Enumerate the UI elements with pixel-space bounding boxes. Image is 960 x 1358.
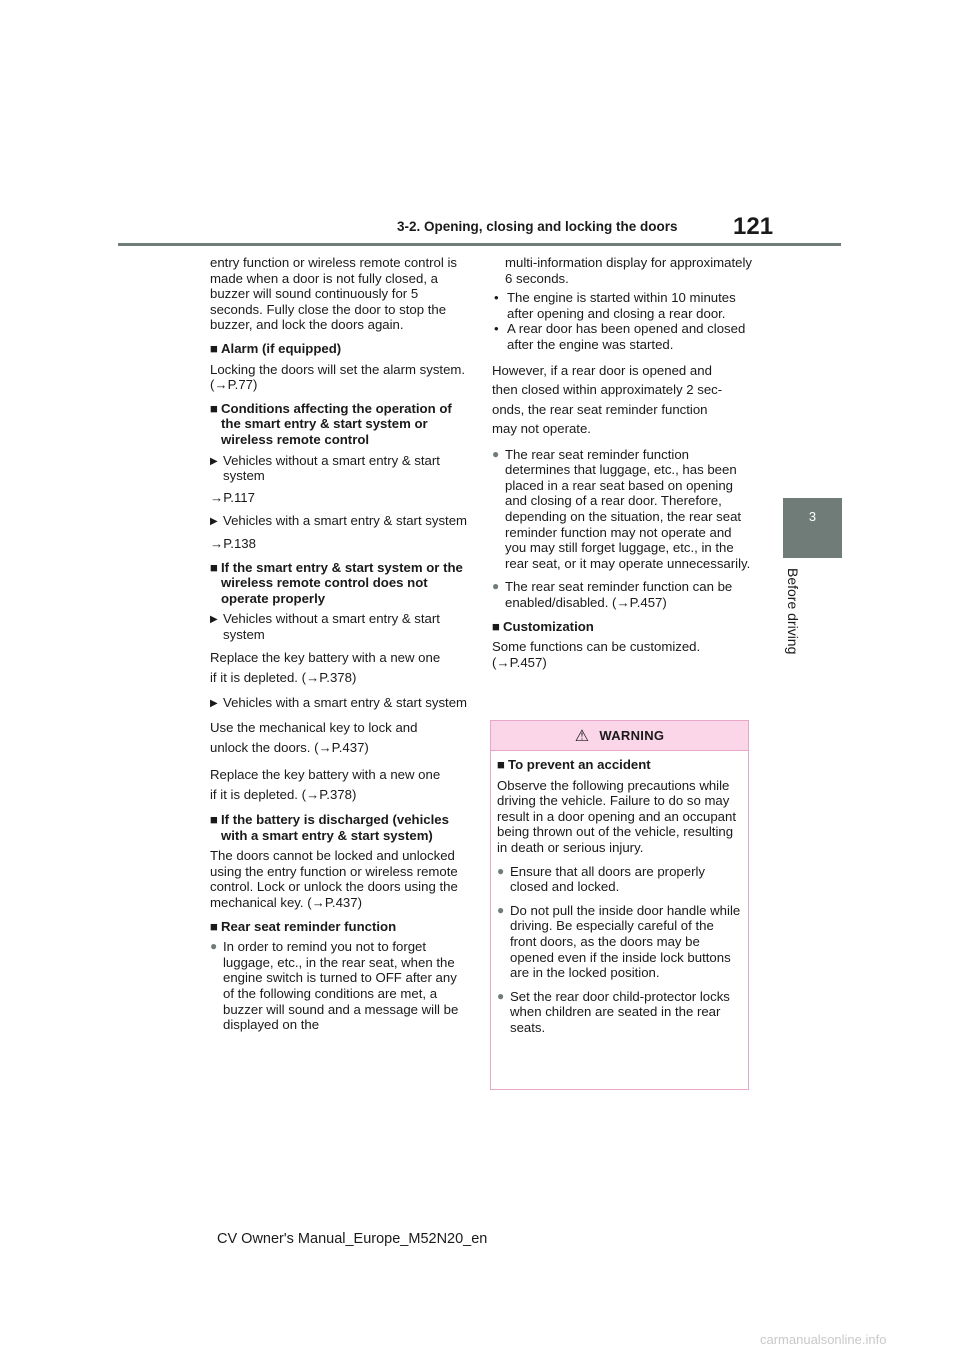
warning-intro: Observe the following precautions while driving the vehicle. Failure to do so may result in a door opening and an occupant being thrown out of the vehicle, resulting in death or serious injury. xyxy=(497,777,737,855)
warning-item-1: ● Ensure that all doors are properly closed and locked. xyxy=(497,863,705,895)
list-item: • A rear door has been opened and closed after the engine was started. xyxy=(494,321,746,352)
customization-text: Some functions can be customized. (→P.457) xyxy=(492,639,701,670)
warning-box xyxy=(490,720,749,1090)
notwork-text-3: Replace the key battery with a new one if it is depleted. (→P.378) xyxy=(210,767,441,802)
right-column xyxy=(492,255,754,678)
circle-bullet-icon: ● xyxy=(497,863,505,878)
battery-text: The doors cannot be locked and unlocked using the entry function or wireless remote control. Lock or unlock the doors using the mechanical key. (→P.437) xyxy=(210,848,458,911)
square-bullet-icon: ■ xyxy=(210,400,218,416)
warning-title: WARNING xyxy=(599,728,665,743)
however-text: However, if a rear door is opened and then closed within approximately 2 sec- onds, the rear seat reminder function may not operate. xyxy=(492,362,723,437)
notwork-item-1: ▶ Vehicles without a smart entry & start system xyxy=(210,611,440,642)
alarm-text: Locking the doors will set the alarm system. (→P.77) xyxy=(210,361,466,393)
warning-heading: ■ To prevent an accident xyxy=(497,757,651,772)
circle-bullet-icon: ● xyxy=(492,446,500,461)
square-bullet-icon: ■ xyxy=(210,812,218,828)
square-bullet-icon: ■ xyxy=(497,757,505,772)
section-title: 3-2. Opening, closing and locking the doors xyxy=(397,219,678,234)
warning-item-3: ● Set the rear door child-protector locks when children are seated in the rear seats. xyxy=(497,988,730,1035)
cond-ref-1[interactable]: →P.117 xyxy=(210,489,255,505)
alarm-heading: ■ Alarm (if equipped) xyxy=(210,340,342,356)
cond-item-1: ▶ Vehicles without a smart entry & start system xyxy=(210,452,440,484)
reminder-heading: ■ Rear seat reminder function xyxy=(210,918,397,934)
square-bullet-icon: ■ xyxy=(210,340,218,356)
notwork-heading: ■ If the smart entry & start system or the wireless remote control does not operate properly xyxy=(210,559,463,606)
triangle-bullet-icon: ▶ xyxy=(210,698,218,710)
circle-bullet-icon: ● xyxy=(497,988,505,1003)
chapter-tab xyxy=(783,498,842,558)
warning-triangle-icon: ⚠ xyxy=(574,727,590,745)
cond-ref-2[interactable]: →P.138 xyxy=(210,535,256,551)
chapter-number: 3 xyxy=(808,509,817,524)
notwork-text-1: Replace the key battery with a new one if it is depleted. (→P.378) xyxy=(210,650,441,685)
cond-item-2: ▶ Vehicles with a smart entry & start system xyxy=(210,513,468,529)
customization-heading: ■ Customization xyxy=(492,618,594,634)
reminder-item: ● In order to remind you not to forget luggage, etc., in the rear seat, when the engine switch is turned to OFF after any of the following conditions are met, a buzzer will sound and a message will be displayed on the xyxy=(210,939,459,1033)
triangle-bullet-icon: ▶ xyxy=(210,516,218,528)
reminder-detection-item: ● The rear seat reminder function determines that luggage, etc., has been placed in a rear seat based on opening and closing of a rear door. Therefore, depending on the situation, the rear seat reminder function may not operate and you may still forget luggage, etc., in the rear seat, or it may operate unnecessarily. xyxy=(492,446,751,571)
page-number: 121 xyxy=(733,213,774,240)
notwork-item-2: ▶ Vehicles with a smart entry & start system xyxy=(210,695,468,711)
condition-list xyxy=(492,290,754,352)
header-divider xyxy=(118,243,841,246)
list-item: • The engine is started within 10 minutes after opening and closing a rear door. xyxy=(494,290,736,321)
reminder-continued: multi-information display for approximately 6 seconds. xyxy=(505,255,752,286)
left-column xyxy=(210,255,468,1041)
square-bullet-icon: ■ xyxy=(210,559,218,575)
warning-item-2: ● Do not pull the inside door handle while driving. Be especially careful of the front doors, as the doors may be opened even if the inside lock buttons are in the locked position. xyxy=(497,902,741,981)
triangle-bullet-icon: ▶ xyxy=(210,455,218,467)
square-bullet-icon: ■ xyxy=(492,618,500,634)
battery-heading: ■ If the battery is discharged (vehicles with a smart entry & start system) xyxy=(210,812,449,843)
watermark: carmanualsonline.info xyxy=(760,1332,887,1347)
intro-text: entry function or wireless remote control is made when a door is not fully closed, a buzzer will sound continuously for 5 seconds. Fully close the door to stop the buzzer, and lock the doors again. xyxy=(210,255,457,333)
warning-body xyxy=(491,751,748,1036)
footer-manual-name: CV Owner's Manual_Europe_M52N20_en xyxy=(217,1231,488,1247)
circle-bullet-icon: ● xyxy=(210,939,218,954)
circle-bullet-icon: ● xyxy=(497,902,505,917)
circle-bullet-icon: ● xyxy=(492,579,500,594)
triangle-bullet-icon: ▶ xyxy=(210,614,218,626)
chapter-label: Before driving xyxy=(785,568,801,655)
notwork-text-2: Use the mechanical key to lock and unlock the doors. (→P.437) xyxy=(210,720,418,755)
square-bullet-icon: ■ xyxy=(210,918,218,934)
conditions-heading: ■ Conditions affecting the operation of the smart entry & start system or wireless remote control xyxy=(210,400,452,447)
warning-header xyxy=(491,721,748,751)
reminder-enable-item: ● The rear seat reminder function can be enabled/disabled. (→P.457) xyxy=(492,579,733,610)
